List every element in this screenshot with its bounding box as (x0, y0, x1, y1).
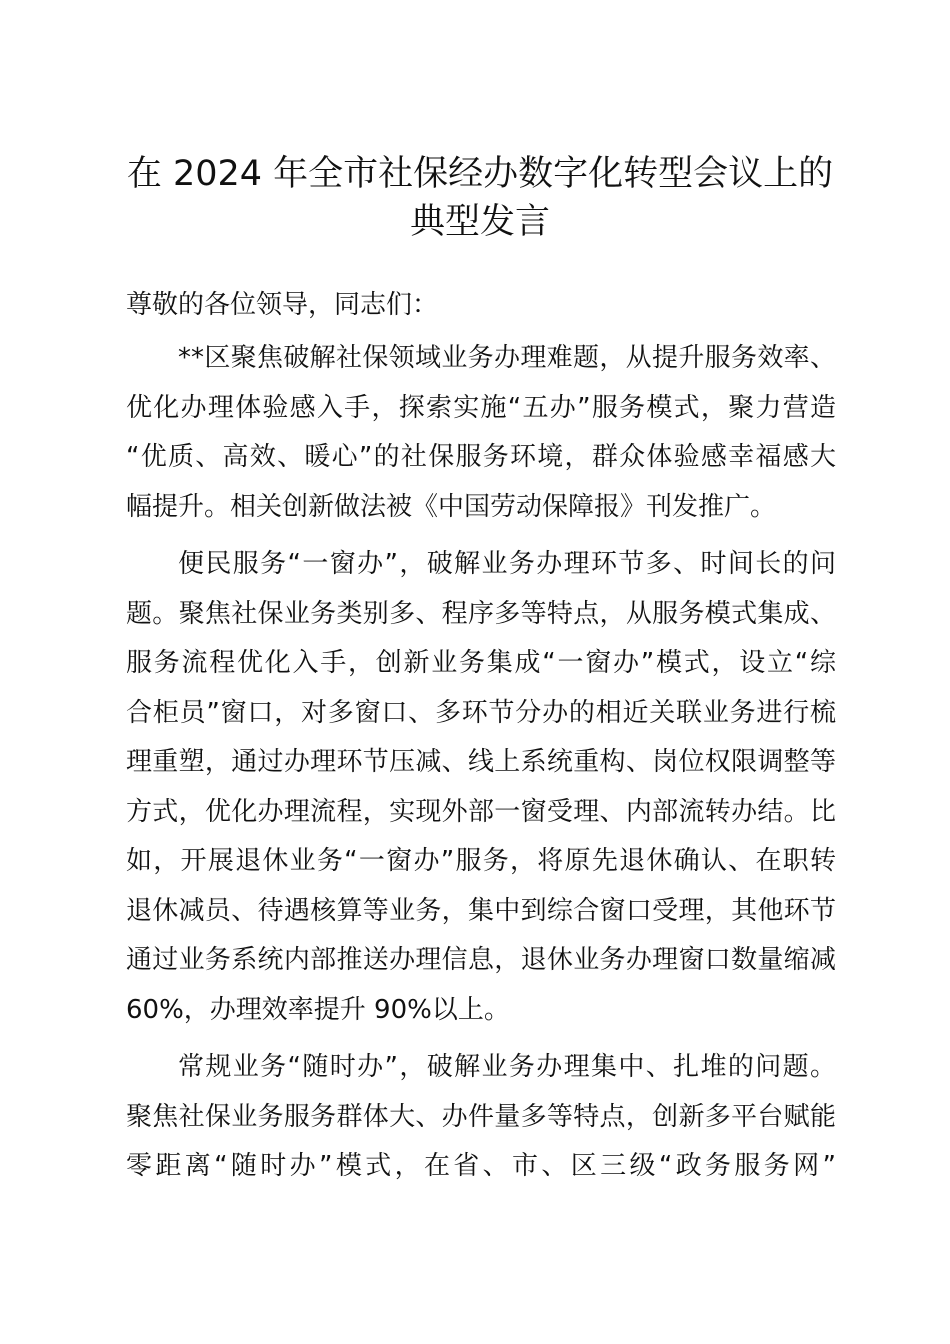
paragraph-3 (126, 1043, 836, 1192)
paragraph-line: “优质、高效、暖心”的社保服务环境，群众体验感幸福感大 (126, 442, 836, 472)
document-body (126, 334, 836, 1200)
paragraph-line: 服务流程优化入手，创新业务集成“一窗办”模式，设立“综 (126, 648, 836, 678)
paragraph-line: 方式，优化办理流程，实现外部一窗受理、内部流转办结。比 (126, 796, 836, 827)
paragraph-2 (126, 540, 836, 1035)
paragraph-line: 如，开展退休业务“一窗办”服务，将原先退休确认、在职转 (126, 846, 836, 876)
paragraph-line: 零距离“随时办”模式，在省、市、区三级“政务服务网” (126, 1151, 836, 1181)
paragraph-line: **区聚焦破解社保领域业务办理难题，从提升服务效率、 (178, 343, 836, 373)
title-line-1: 在 2024 年全市社保经办数字化转型会议上的 (126, 154, 834, 194)
paragraph-1 (126, 334, 836, 532)
paragraph-line: 优化办理体验感入手，探索实施“五办”服务模式，聚力营造 (126, 392, 836, 423)
paragraph-line: 聚焦社保业务服务群体大、办件量多等特点，创新多平台赋能 (126, 1101, 836, 1132)
paragraph-line: 题。聚焦社保业务类别多、程序多等特点，从服务模式集成、 (126, 598, 836, 629)
paragraph-line: 便民服务“一窗办”，破解业务办理环节多、时间长的问 (178, 549, 836, 579)
document-title (100, 150, 860, 246)
salutation: 尊敬的各位领导，同志们： (126, 290, 439, 320)
paragraph-line: 理重塑，通过办理环节压减、线上系统重构、岗位权限调整等 (126, 747, 836, 777)
paragraph-line: 常规业务“随时办”，破解业务办理集中、扎堆的问题。 (178, 1052, 836, 1082)
paragraph-line: 60%，办理效率提升 90%以上。 (126, 994, 510, 1025)
title-line-2: 典型发言 (409, 202, 550, 242)
paragraph-line: 合柜员”窗口，对多窗口、多环节分办的相近关联业务进行梳 (126, 697, 836, 728)
paragraph-line: 通过业务系统内部推送办理信息，退休业务办理窗口数量缩减 (126, 945, 836, 975)
paragraph-line: 幅提升。相关创新做法被《中国劳动保障报》刊发推广。 (126, 491, 777, 522)
paragraph-line: 退休减员、待遇核算等业务，集中到综合窗口受理，其他环节 (126, 895, 836, 926)
